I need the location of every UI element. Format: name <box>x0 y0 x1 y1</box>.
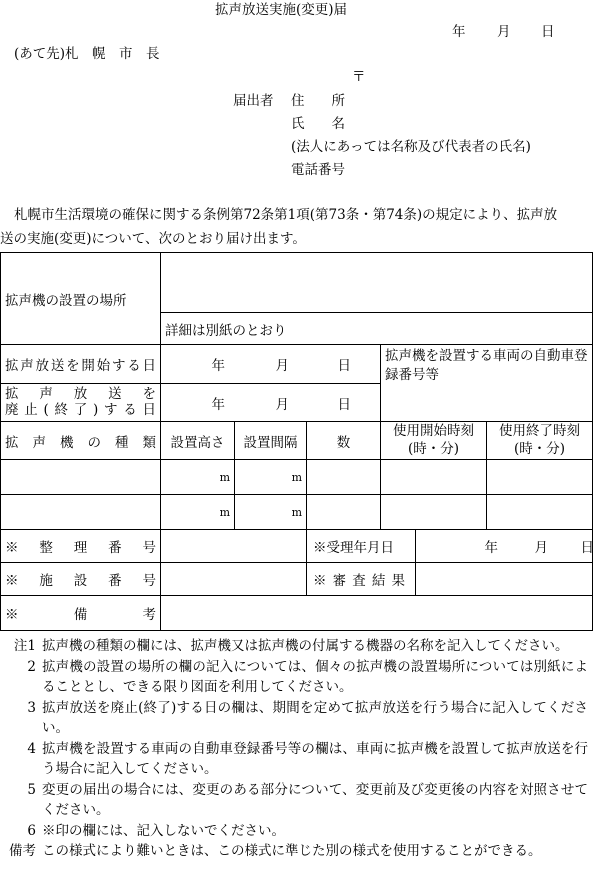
addressee: (あて先)札 幌 市 長 <box>14 46 160 62</box>
intro-line-2: 送の実施(変更)について、次のとおり届け出ます。 <box>0 231 306 247</box>
end-time-input[interactable] <box>487 495 593 530</box>
start-time-input[interactable] <box>381 495 487 530</box>
facility-no-label: ※施設番号 <box>5 573 156 589</box>
note-item <box>0 698 588 739</box>
location-detail-cell <box>161 313 593 345</box>
interval-unit: m <box>291 505 302 519</box>
stop-year-label: 年 <box>211 396 225 413</box>
interval-input[interactable] <box>235 460 307 495</box>
type-label-cell <box>1 422 161 460</box>
location-note: 詳細は別紙のとおり <box>165 322 287 339</box>
speaker-type-input[interactable] <box>1 495 161 530</box>
speaker-row <box>1 495 593 530</box>
start-month-label: 月 <box>275 358 289 374</box>
location-input[interactable] <box>161 253 593 313</box>
notes-section <box>0 636 588 862</box>
col-end-time-header <box>487 422 593 460</box>
note-item <box>0 636 588 657</box>
start-year-label: 年 <box>211 358 225 374</box>
remark-line <box>0 841 588 862</box>
address-label: 住 所 <box>291 93 345 109</box>
note-text: ※印の欄には、記入しないでください。 <box>42 822 285 839</box>
note-text: 変更の届出の場合には、変更のある部分について、変更前及び変更後の内容を対照させてください。 <box>42 781 588 818</box>
name-label: 氏 名 <box>291 116 345 132</box>
height-unit: m <box>219 470 230 484</box>
review-result-value <box>416 563 593 596</box>
col-height-header: 設置高さ <box>161 422 235 460</box>
stop-date-input[interactable] <box>161 384 381 422</box>
facility-no-value <box>161 563 307 596</box>
ref-no-value <box>161 530 307 563</box>
count-input[interactable] <box>307 495 381 530</box>
col-count-header: 数 <box>307 422 381 460</box>
note-number: 5 <box>27 781 36 798</box>
facility-no-label-cell <box>1 563 161 596</box>
note-item <box>0 780 588 821</box>
date-month-label: 月 <box>497 24 511 40</box>
remark-label: 備考 <box>9 843 36 859</box>
col-start-time-header <box>381 422 487 460</box>
note-text: 拡声放送を廃止(終了)する日の欄は、期間を定めて拡声放送を行う場合に記入してください。 <box>42 699 588 736</box>
postal-mark: 〒 <box>352 69 366 85</box>
note-item <box>0 657 588 698</box>
review-label: ※審査結果 <box>313 573 405 589</box>
note-number: 2 <box>27 658 36 675</box>
received-day-label: 日 <box>580 540 594 556</box>
start-day-label: 日 <box>337 358 351 374</box>
stop-day-label: 日 <box>337 396 351 413</box>
count-input[interactable] <box>307 460 381 495</box>
speaker-type-input[interactable] <box>1 460 161 495</box>
stop-date-label-1: 拡声放送を <box>5 385 156 402</box>
note-item <box>0 821 588 842</box>
interval-input[interactable] <box>235 495 307 530</box>
end-time-input[interactable] <box>487 460 593 495</box>
speaker-row <box>1 460 593 495</box>
interval-unit: m <box>291 470 302 484</box>
type-label: 拡声機の種類 <box>5 434 156 451</box>
note-text: 拡声機の種類の欄には、拡声機又は拡声機の付属する機器の名称を記入してください。 <box>42 638 569 654</box>
note-number: 6 <box>27 822 36 839</box>
vehicle-label: 拡声機を設置する車両の自動車登録番号等 <box>385 348 588 383</box>
stop-month-label: 月 <box>275 396 289 413</box>
note-number: 注1 <box>13 638 36 654</box>
ref-no-label-cell <box>1 530 161 563</box>
start-date-label-cell <box>1 345 161 384</box>
date-year-label: 年 <box>452 24 466 40</box>
remark-text: この様式により難いときは、この様式に準じた別の様式を使用することができる。 <box>42 843 542 859</box>
corp-note: (法人にあっては名称及び代表者の氏名) <box>291 139 531 155</box>
received-label: ※受理年月日 <box>313 540 394 556</box>
received-year-label: 年 <box>484 540 498 556</box>
height-input[interactable] <box>161 460 235 495</box>
height-unit: m <box>219 505 230 519</box>
col-end-time-label: 使用終了時刻 <box>499 422 580 439</box>
review-label-cell <box>307 563 416 596</box>
applicant-label: 届出者 <box>233 93 274 109</box>
vehicle-label-cell <box>381 345 593 422</box>
stop-date-label-cell <box>1 384 161 422</box>
date-day-label: 日 <box>541 24 555 40</box>
notification-form-table <box>0 252 593 631</box>
start-date-input[interactable] <box>161 345 381 384</box>
remarks-label-cell <box>1 596 161 631</box>
note-text: 拡声機の設置の場所の欄の記入については、個々の拡声機の設置場所については別紙によることとし、できる限り図面を利用してください。 <box>42 658 588 695</box>
intro-line-1: 札幌市生活環境の確保に関する条例第72条第1項(第73条・第74条)の規定により、拡声放 <box>14 207 558 223</box>
height-input[interactable] <box>161 495 235 530</box>
start-date-label: 拡声放送を開始する日 <box>5 358 156 374</box>
note-item <box>0 739 588 780</box>
note-number: 3 <box>27 699 36 716</box>
note-text: 拡声機を設置する車両の自動車登録番号等の欄は、車両に拡声機を設置して拡声放送を行う場合に記入してください。 <box>42 740 588 777</box>
col-end-time-unit: (時・分) <box>513 440 566 457</box>
remarks-value <box>161 596 593 631</box>
start-time-input[interactable] <box>381 460 487 495</box>
received-month-label: 月 <box>534 540 548 556</box>
received-label-cell <box>307 530 416 563</box>
location-label-cell <box>1 253 161 345</box>
phone-label: 電話番号 <box>291 162 345 178</box>
form-title: 拡声放送実施(変更)届 <box>215 2 348 18</box>
col-start-time-unit: (時・分) <box>407 440 460 457</box>
note-number: 4 <box>27 740 36 757</box>
remarks-label: ※備考 <box>5 607 156 623</box>
col-interval-header: 設置間隔 <box>235 422 307 460</box>
stop-date-label-2: 廃止(終了)する日 <box>5 401 156 418</box>
location-label: 拡声機の設置の場所 <box>5 292 127 309</box>
received-date-value <box>416 530 593 563</box>
ref-no-label: ※整理番号 <box>5 540 156 556</box>
col-start-time-label: 使用開始時刻 <box>393 422 474 439</box>
